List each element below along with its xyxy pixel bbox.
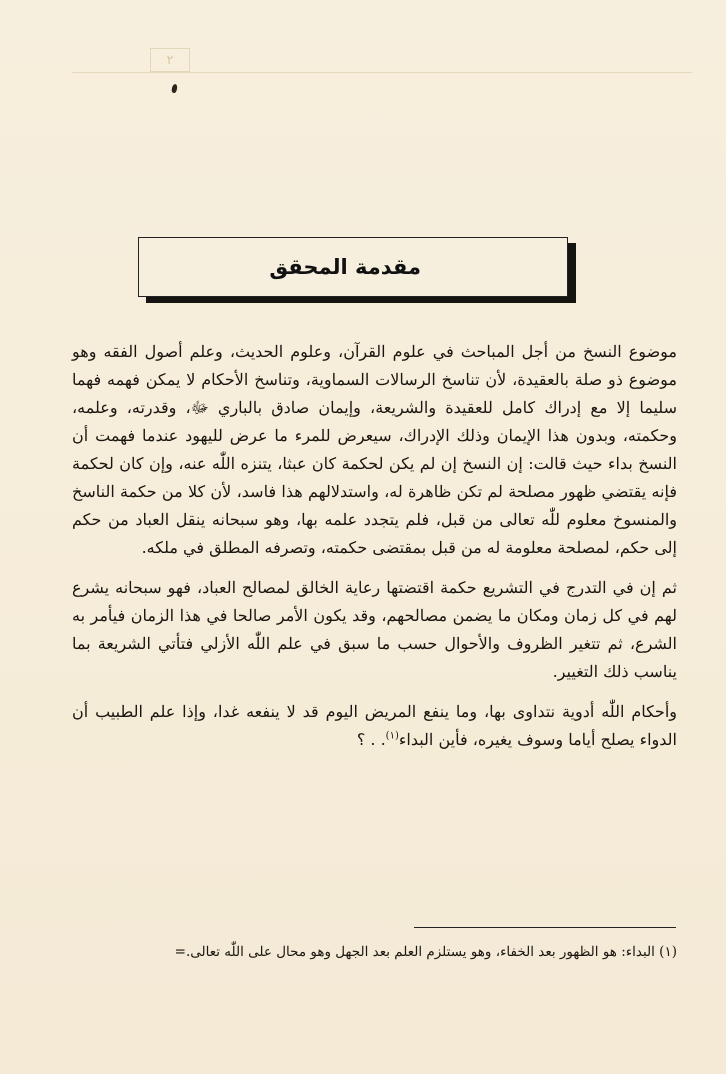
paragraph-ending: . . ؟ <box>356 730 386 749</box>
paragraph: ثم إن في التدرج في التشريع حكمة اقتضتها رعاية الخالق لمصالح العباد، فهو سبحانه يشرع لهم في كل زمان ومكان ما يضمن مصالحهم، وقد يكون الأمر صالحا في هذا الزمان فيأمر به الشرع، ثم تتغير الظروف والأحوال حسب ما سبق في علم اللّٰه الأزلي فتأتي الشريعة بما يناسب ذلك التغيير. <box>72 578 678 681</box>
footnote-separator <box>414 927 676 928</box>
paragraph: موضوع النسخ من أجل المباحث في علوم القرآن، وعلوم الحديث، وعلم أصول الفقه وهو موضوع ذو صلة بالعقيدة، لأن تناسخ الرسالات السماوية، وتناسخ الأحكام لا يمكن فهمه فهما سليما إلا مع إدراك كامل للعقيدة والشريعة، وإيمان صادق بالباري ﷻ، وقدرته، وعلمه، وحكمته، وبدون هذا الإيمان وذلك الإدراك، سيعرض للمرء ما عرض لليهود عندما فهمت أن النسخ بداء حيث قالت: إن النسخ إن لم يكن لحكمة كان عبثا، يتنزه اللّٰه عنه، وإن كان لحكمة فإنه يقتضي ظهور مصلحة لم تكن ظاهرة له، واستدلالهم هذا فاسد، لأن كلا من حكمة الناسخ والمنسوخ معلوم للّٰه تعالى من قبل، فلم يتجدد علمه بها، وهو سبحانه ينقل العباد من حكم إلى حكم، لمصلحة معلومة له من قبل بمقتضى حكمته، وتصرفه المطلق في ملكه. <box>72 342 678 557</box>
ink-mark <box>171 84 178 94</box>
page-number: ٢ <box>166 52 174 68</box>
title-frame <box>138 237 568 297</box>
main-text <box>72 338 677 766</box>
header-rule <box>72 72 692 73</box>
paragraph-last <box>72 698 677 754</box>
footnote: (١) البداء: هو الظهور بعد الخفاء، وهو يستلزم العلم بعد الجهل وهو محال على اللّٰه تعالى.= <box>174 944 677 960</box>
page-number-box <box>150 48 190 72</box>
page-title: مقدمة المحقق <box>269 255 421 279</box>
paragraph-text: وأحكام اللّٰه أدوية نتداوى بها، وما ينفع المريض اليوم قد لا ينفعه غدا، وإذا علم الطبيب أن الدواء يصلح أياما وسوف يغيره، فأين البداء <box>72 702 677 749</box>
footnote-reference[interactable]: (١) <box>385 730 399 742</box>
